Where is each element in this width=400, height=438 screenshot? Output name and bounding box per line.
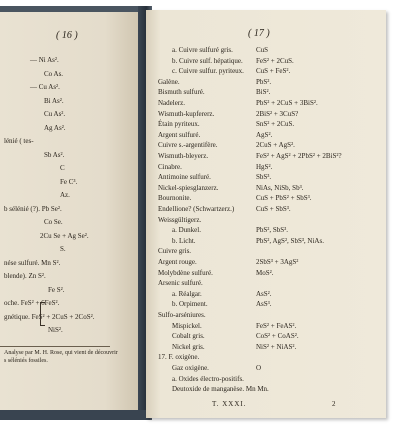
left-row: Fe C³. — [60, 177, 78, 186]
mineral-formula: PbS² + 2CuS + 3BiS². — [256, 99, 318, 107]
mineral-name: Bismuth sulfuré. — [158, 88, 205, 97]
left-row: NiS². — [48, 326, 63, 334]
mineral-name: a. Dunkel. — [172, 226, 201, 235]
left-row: Co Se. — [44, 218, 63, 226]
mineral-formula: SbS³. — [256, 173, 272, 182]
mineral-formula: 2BiS² + 3CuS? — [256, 109, 299, 118]
open-book — [0, 6, 392, 416]
mineral-name: Argent sulfuré. — [158, 130, 201, 139]
mineral-formula: O — [256, 364, 262, 372]
mineral-name: a. Réalgar. — [172, 289, 202, 298]
mineral-name: a. Cuivre sulfuré gris. — [172, 46, 233, 54]
mineral-name: Nickel-spiesglanzerz. — [158, 183, 219, 192]
mineral-formula: AgS². — [256, 130, 273, 139]
left-row: Cu As². — [44, 110, 66, 118]
mineral-name: Cuivre s.-argentifère. — [158, 141, 218, 150]
left-page — [0, 12, 150, 414]
mineral-formula: PbS². — [256, 77, 272, 86]
mineral-name: Argent rouge. — [158, 258, 197, 266]
mineral-name: Weissgültigerz. — [158, 215, 202, 224]
mineral-name: Wismuth-bleyerz. — [158, 152, 209, 160]
mineral-formula: PbS², SbS³. — [256, 226, 289, 235]
mineral-name: 17. F. oxigène. — [158, 353, 200, 362]
mineral-name: Cuivre gris. — [158, 247, 192, 256]
mineral-name: b. Licht. — [172, 236, 196, 245]
left-row: Az. — [60, 191, 70, 199]
footnote-line-2: s séléniés fossiles. — [4, 358, 48, 364]
mineral-name: Endellione? (Schwartzerz.) — [158, 205, 235, 213]
mineral-name: Molybdène sulfuré. — [158, 268, 213, 277]
left-row: oche. FeS² + 6FeS². — [4, 299, 60, 307]
mineral-name: Bournonite. — [158, 194, 192, 203]
left-row: — Ni As². — [30, 56, 59, 64]
left-row: — Cu As². — [30, 83, 60, 91]
right-page — [146, 10, 386, 418]
mineral-name: Nickel gris. — [172, 342, 205, 351]
mineral-formula: SnS² + 2CuS. — [256, 120, 295, 129]
mineral-formula: FeS² + 2CuS. — [256, 56, 294, 65]
mineral-formula: CuS + SbS³. — [256, 205, 291, 213]
left-row: S. — [60, 245, 66, 253]
mineral-name: Étain pyriteux. — [158, 120, 200, 129]
mineral-name: c. Cuivre sulfur. pyriteux. — [172, 67, 244, 76]
left-page-number: ( 16 ) — [56, 30, 78, 41]
footnote-line-1: Analyse par M. H. Rose, qui vient de découvrir — [4, 350, 118, 356]
left-row: C — [60, 164, 65, 172]
mineral-name: Wismuth-kupfererz. — [158, 109, 215, 118]
mineral-name: Galène. — [158, 77, 180, 86]
left-row: Ag As². — [44, 123, 66, 132]
left-row: gnétique. FeS² + 2CuS + 2CoS². — [4, 312, 95, 321]
left-brace — [40, 302, 45, 326]
mineral-name: b. Cuivre sulf. hépatique. — [172, 56, 243, 65]
mineral-name: Antimoine sulfuré. — [158, 173, 211, 182]
book-cover-bottom — [0, 410, 150, 420]
signature-volume: T. XXXI. — [212, 400, 247, 408]
left-row: 2Cu Se + Ag Se². — [40, 231, 89, 240]
mineral-formula: HgS². — [256, 162, 273, 171]
mineral-formula: FeS² + FeAS². — [256, 321, 297, 330]
mineral-name: Cinabre. — [158, 162, 182, 171]
footnote-rule — [0, 346, 110, 347]
mineral-formula: 2SbS³ + 3AgS² — [256, 258, 299, 266]
mineral-formula: MoS². — [256, 268, 274, 277]
mineral-formula: CoS² + CoAS². — [256, 332, 299, 341]
mineral-name: Cobalt gris. — [172, 332, 205, 341]
left-row: Fe S². — [48, 285, 65, 294]
left-row: Sb As². — [44, 150, 65, 159]
left-row: nése sulfuré. Mn S². — [4, 258, 61, 267]
mineral-formula: NiS² + NiAS². — [256, 342, 297, 351]
mineral-formula: AsS³. — [256, 300, 272, 309]
mineral-formula: CuS — [256, 46, 269, 54]
mineral-name: b. Orpiment. — [172, 300, 208, 309]
mineral-name: Deutoxide de manganèse. Mn Mn. — [172, 385, 269, 394]
left-row: lénié ( tes- — [4, 137, 34, 145]
mineral-name: Gaz oxigène. — [172, 364, 209, 372]
mineral-formula: NiAs, NiSb, Sb³. — [256, 183, 304, 192]
right-page-number: ( 17 ) — [248, 28, 270, 39]
signature-mark: 2 — [332, 400, 336, 408]
mineral-name: a. Oxides électro-positifs. — [172, 374, 244, 383]
mineral-formula: BiS². — [256, 88, 271, 97]
mineral-name: Nadelerz. — [158, 99, 186, 107]
left-row: Co As. — [44, 69, 64, 78]
mineral-formula: CuS + PbS² + SbS³. — [256, 194, 312, 203]
left-row: Bi As². — [44, 96, 64, 105]
mineral-name: Mispickel. — [172, 321, 202, 330]
mineral-formula: CuS + FeS². — [256, 67, 291, 76]
left-row: blende). Zn S². — [4, 272, 46, 280]
mineral-formula: 2CuS + AgS². — [256, 141, 295, 150]
mineral-formula: PbS², AgS², SbS³, NiAs. — [256, 236, 324, 245]
mineral-name: Sulfo-arséniures. — [158, 311, 206, 319]
mineral-formula: FeS² + AgS² + 2PbS² + 2BiS²? — [256, 152, 342, 160]
mineral-name: Arsenic sulfuré. — [158, 279, 203, 288]
left-row: b sélénié (?). Pb Se². — [4, 204, 62, 213]
mineral-formula: AsS². — [256, 289, 272, 298]
